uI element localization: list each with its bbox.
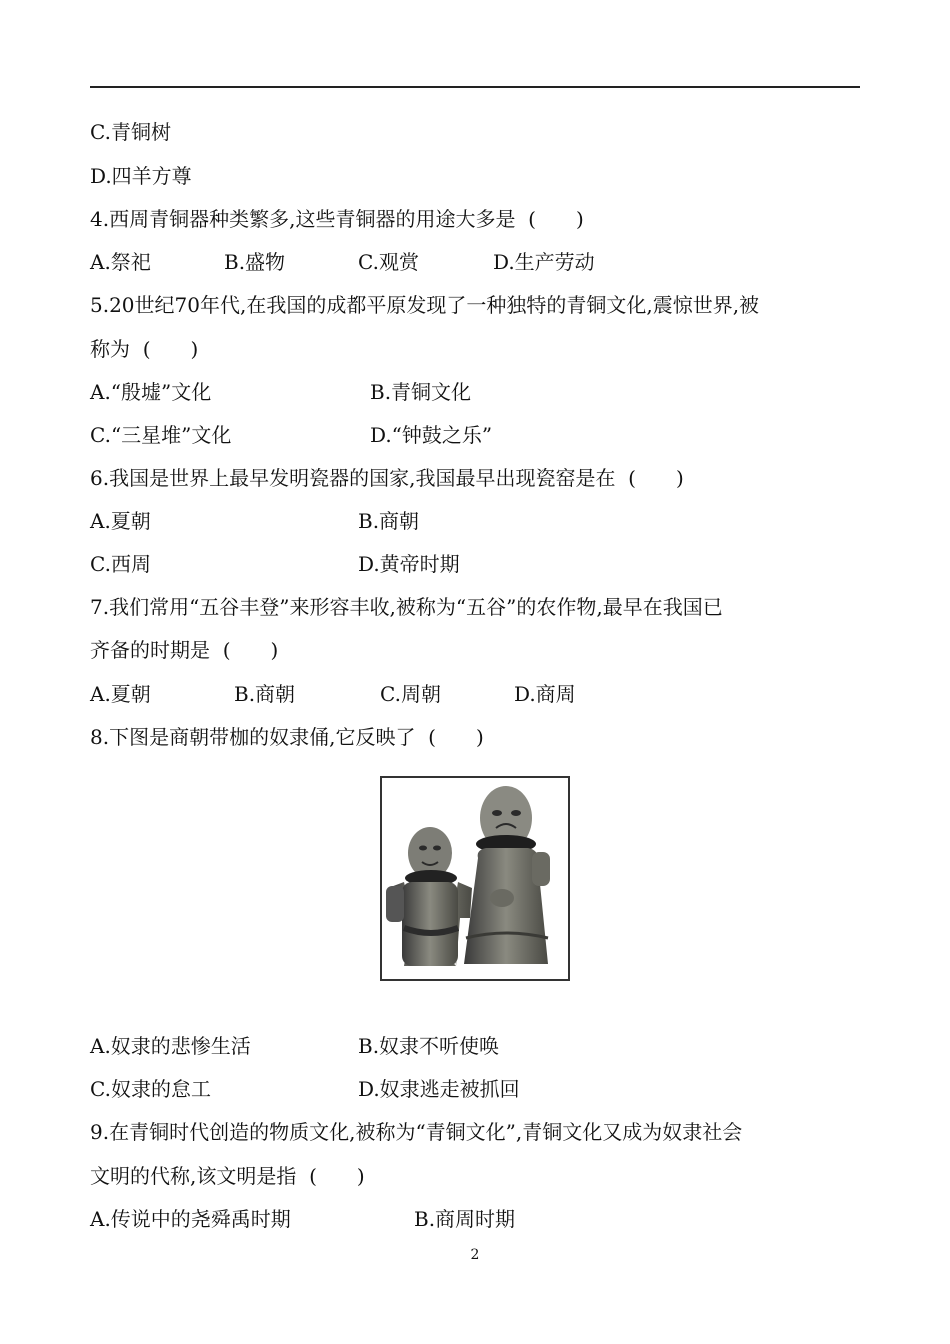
question-4: 4.西周青铜器种类繁多,这些青铜器的用途大多是 ( ): [90, 207, 584, 231]
q3-option-d: D.四羊方尊: [90, 164, 192, 188]
q5-option-d: D.“钟鼓之乐”: [370, 423, 493, 447]
question-7-line1: 7.我们常用“五谷丰登”来形容丰收,被称为“五谷”的农作物,最早在我国已: [90, 595, 723, 619]
q5-option-b: B.青铜文化: [370, 380, 472, 404]
q7-option-c: C.周朝: [380, 682, 441, 706]
q7-option-b: B.商朝: [234, 682, 296, 706]
question-5-line2: 称为 ( ): [90, 337, 199, 361]
q6-option-b: B.商朝: [358, 509, 420, 533]
figurines-drawing: [382, 778, 568, 979]
q6-option-c: C.西周: [90, 552, 151, 576]
q4-option-b: B.盛物: [224, 250, 286, 274]
q9-option-b: B.商周时期: [414, 1207, 516, 1231]
question-6: 6.我国是世界上最早发明瓷器的国家,我国最早出现瓷窑是在 ( ): [90, 466, 684, 490]
header-rule: [90, 86, 860, 88]
q6-option-a: A.夏朝: [90, 509, 151, 533]
q5-option-c: C.“三星堆”文化: [90, 423, 232, 447]
q4-option-d: D.生产劳动: [493, 250, 595, 274]
question-7-line2: 齐备的时期是 ( ): [90, 638, 279, 662]
q4-option-c: C.观赏: [358, 250, 419, 274]
q6-option-d: D.黄帝时期: [358, 552, 460, 576]
q7-option-a: A.夏朝: [90, 682, 151, 706]
question-9-line1: 9.在青铜时代创造的物质文化,被称为“青铜文化”,青铜文化又成为奴隶社会: [90, 1120, 743, 1144]
q5-option-a: A.“殷墟”文化: [90, 380, 212, 404]
q8-option-d: D.奴隶逃走被抓回: [358, 1077, 520, 1101]
question-9-line2: 文明的代称,该文明是指 ( ): [90, 1164, 365, 1188]
q8-option-a: A.奴隶的悲惨生活: [90, 1034, 251, 1058]
q3-option-c: C.青铜树: [90, 120, 171, 144]
question-8: 8.下图是商朝带枷的奴隶俑,它反映了 ( ): [90, 725, 484, 749]
q8-option-c: C.奴隶的怠工: [90, 1077, 211, 1101]
q9-option-a: A.传说中的尧舜禹时期: [90, 1207, 291, 1231]
q4-option-a: A.祭祀: [90, 250, 151, 274]
q8-option-b: B.奴隶不听使唤: [358, 1034, 500, 1058]
page-number: 2: [470, 1247, 480, 1263]
slave-figurines-image: [380, 776, 570, 981]
q7-option-d: D.商周: [514, 682, 576, 706]
question-5-line1: 5.20世纪70年代,在我国的成都平原发现了一种独特的青铜文化,震惊世界,被: [90, 293, 760, 317]
